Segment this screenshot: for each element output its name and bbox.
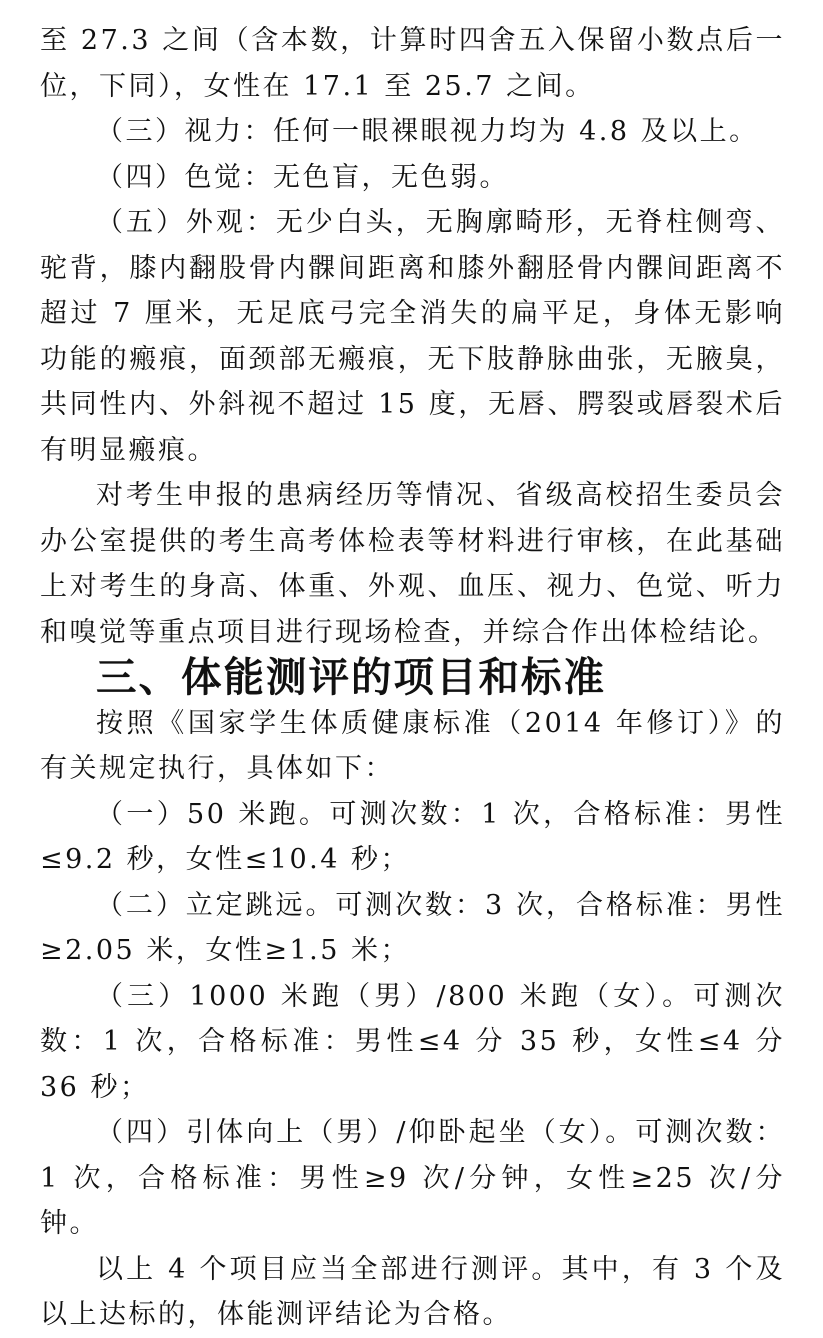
paragraph-bmi-continuation: 至 27.3 之间（含本数，计算时四舍五入保留小数点后一位，下同），女性在 17.1 至 25.7 之间。 [40, 25, 785, 102]
paragraph-vision: （三）视力：任何一眼裸眼视力均为 4.8 及以上。 [96, 116, 759, 147]
section-heading: 三、体能测评的项目和标准 [96, 653, 606, 701]
paragraph-color-vision: （四）色觉：无色盲，无色弱。 [96, 161, 509, 193]
paragraph-standing-jump: （二）立定跳远。可测次数：3 次，合格标准：男性≥2.05 米，女性≥1.5 米； [40, 889, 785, 966]
paragraph-review: 对考生申报的患病经历等情况、省级高校招生委员会办公室提供的考生高考体检表等材料进行审核，在此基础上对考生的身高、体重、外观、血压、视力、色觉、听力和嗅觉等重点项目进行现场检查，并综合作出体检结论。 [40, 480, 785, 648]
paragraph-basis: 按照《国家学生体质健康标准（2014 年修订）》的有关规定执行，具体如下： [40, 707, 785, 784]
paragraph-pullup-situp: （四）引体向上（男）/仰卧起坐（女）。可测次数：1 次，合格标准：男性≥9 次/分钟，女性≥25 次/分钟。 [40, 1117, 785, 1239]
paragraph-conclusion: 以上 4 个项目应当全部进行测评。其中，有 3 个及以上达标的，体能测评结论为合格。 [40, 1253, 785, 1330]
paragraph-appearance: （五）外观：无少白头，无胸廓畸形，无脊柱侧弯、驼背，膝内翻股骨内髁间距离和膝外翻胫骨内髁间距离不超过 7 厘米，无足底弓完全消失的扁平足，身体无影响功能的瘢痕，面颈部无瘢痕，无下肢静脉曲张，无腋臭，共同性内、外斜视不超过 15 度，无唇、腭裂或唇裂术后有明显瘢痕。 [40, 207, 785, 466]
paragraph-1000m-run: （三）1000 米跑（男）/800 米跑（女）。可测次数：1 次，合格标准：男性≤4 分 35 秒，女性≤4 分 36 秒； [40, 980, 785, 1103]
paragraph-50m-run: （一）50 米跑。可测次数：1 次，合格标准：男性≤9.2 秒，女性≤10.4 秒； [40, 798, 785, 875]
